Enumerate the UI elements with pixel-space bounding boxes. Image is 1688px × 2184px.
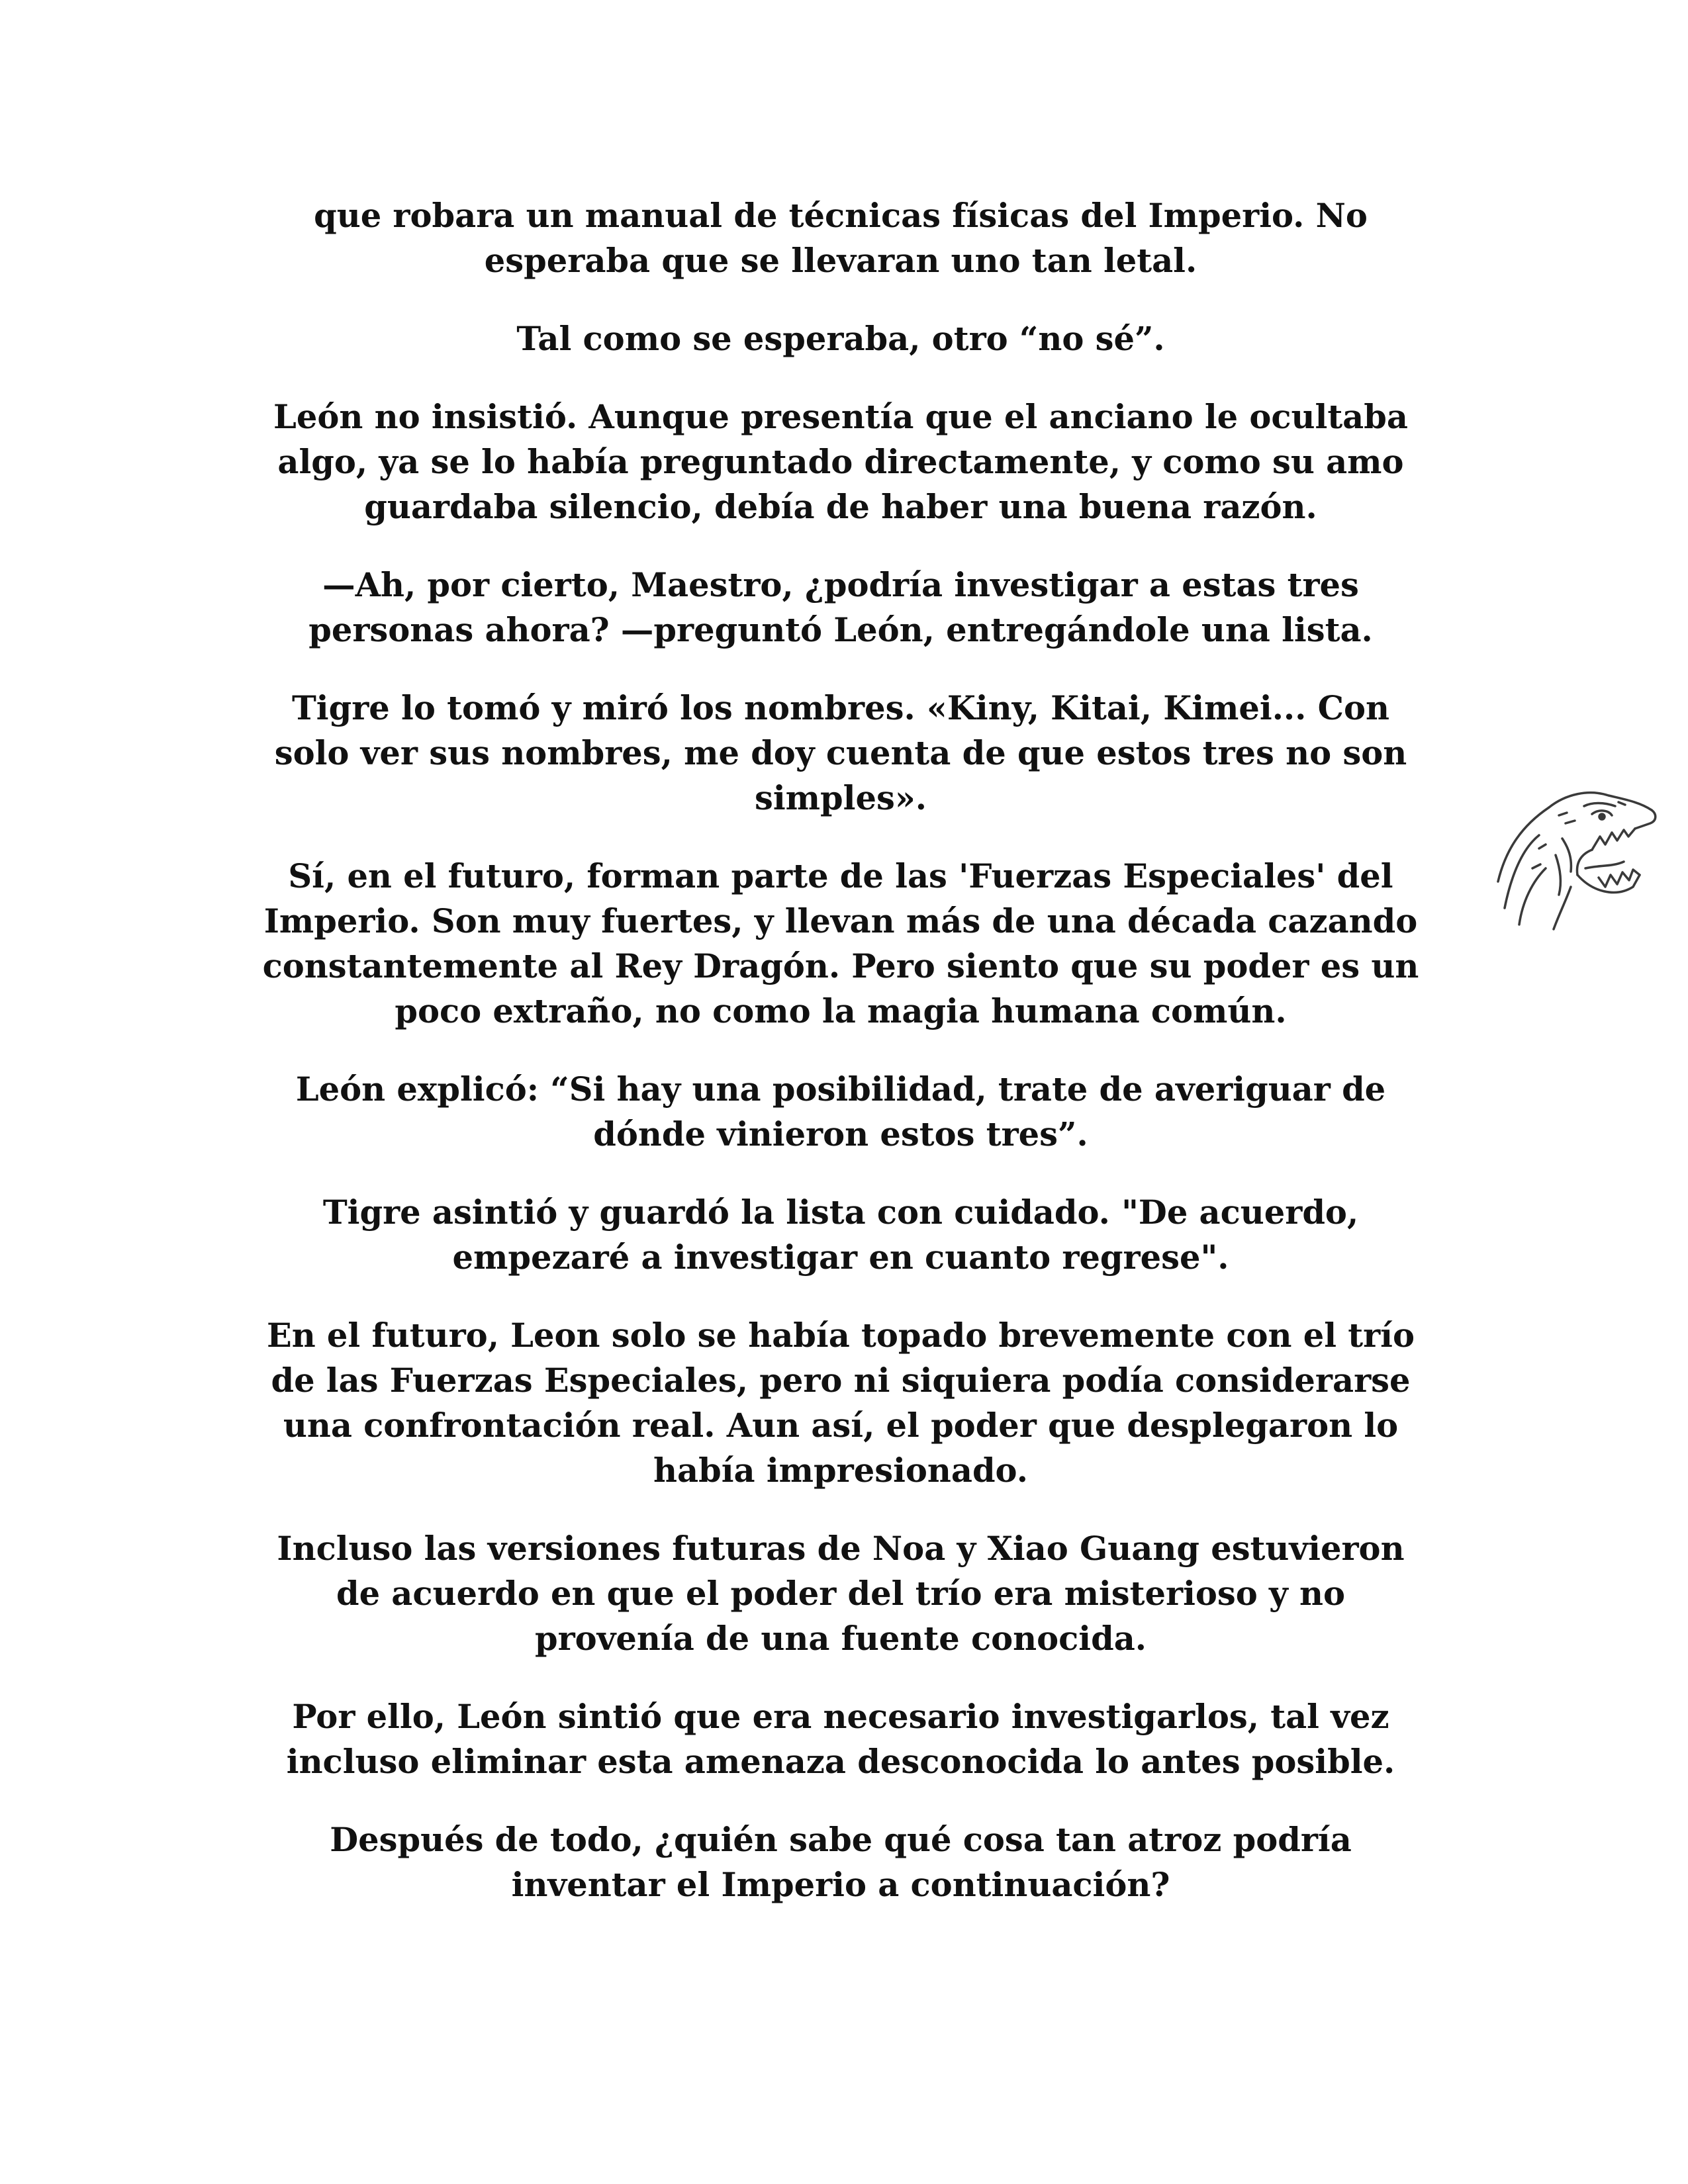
paragraph-7: León explicó: “Si hay una posibilidad, trate de averiguar de dónde vinieron estos tres”.	[295, 1070, 1386, 1154]
paragraph-3: León no insistió. Aunque presentía que el anciano le ocultaba algo, ya se lo había preguntado directamente, y como su amo guardaba silencio, debía de haber una buena razón.	[273, 398, 1408, 526]
paragraph-12: Después de todo, ¿quién sabe qué cosa tan atroz podría inventar el Imperio a continuación?	[330, 1821, 1352, 1904]
paragraph-5: Tigre lo tomó y miró los nombres. «Kiny, Kitai, Kimei... Con solo ver sus nombres, me doy cuenta de que estos tres no son simples».	[274, 689, 1407, 817]
paragraph-11: Por ello, León sintió que era necesario investigarlos, tal vez incluso eliminar esta amenaza desconocida lo antes posible.	[286, 1698, 1395, 1781]
paragraph-1: que robara un manual de técnicas físicas del Imperio. No esperaba que se llevaran uno tan letal.	[314, 197, 1368, 280]
paragraph-9: En el futuro, Leon solo se había topado brevemente con el trío de las Fuerzas Especiales, pero ni siquiera podía considerarse una confrontación real. Aun así, el poder que desplegaron lo había impresionado.	[266, 1316, 1415, 1490]
paragraph-10: Incluso las versiones futuras de Noa y Xiao Guang estuvieron de acuerdo en que el poder del trío era misterioso y no provenía de una fuente conocida.	[277, 1529, 1405, 1658]
paragraph-2: Tal como se esperaba, otro “no sé”.	[516, 320, 1165, 358]
body-text	[218, 193, 1463, 1940]
paragraph-6: Sí, en el futuro, forman parte de las 'Fuerzas Especiales' del Imperio. Son muy fuertes, y llevan más de una década cazando constantemente al Rey Dragón. Pero siento que su poder es un poco extraño, no como la magia humana común.	[262, 857, 1419, 1030]
paragraph-4: —Ah, por cierto, Maestro, ¿podría investigar a estas tres personas ahora? —preguntó León, entregándole una lista.	[308, 566, 1373, 649]
paragraph-8: Tigre asintió y guardó la lista con cuidado. "De acuerdo, empezaré a investigar en cuanto regrese".	[322, 1193, 1359, 1277]
dinosaur-head-sketch-icon	[1493, 776, 1662, 934]
